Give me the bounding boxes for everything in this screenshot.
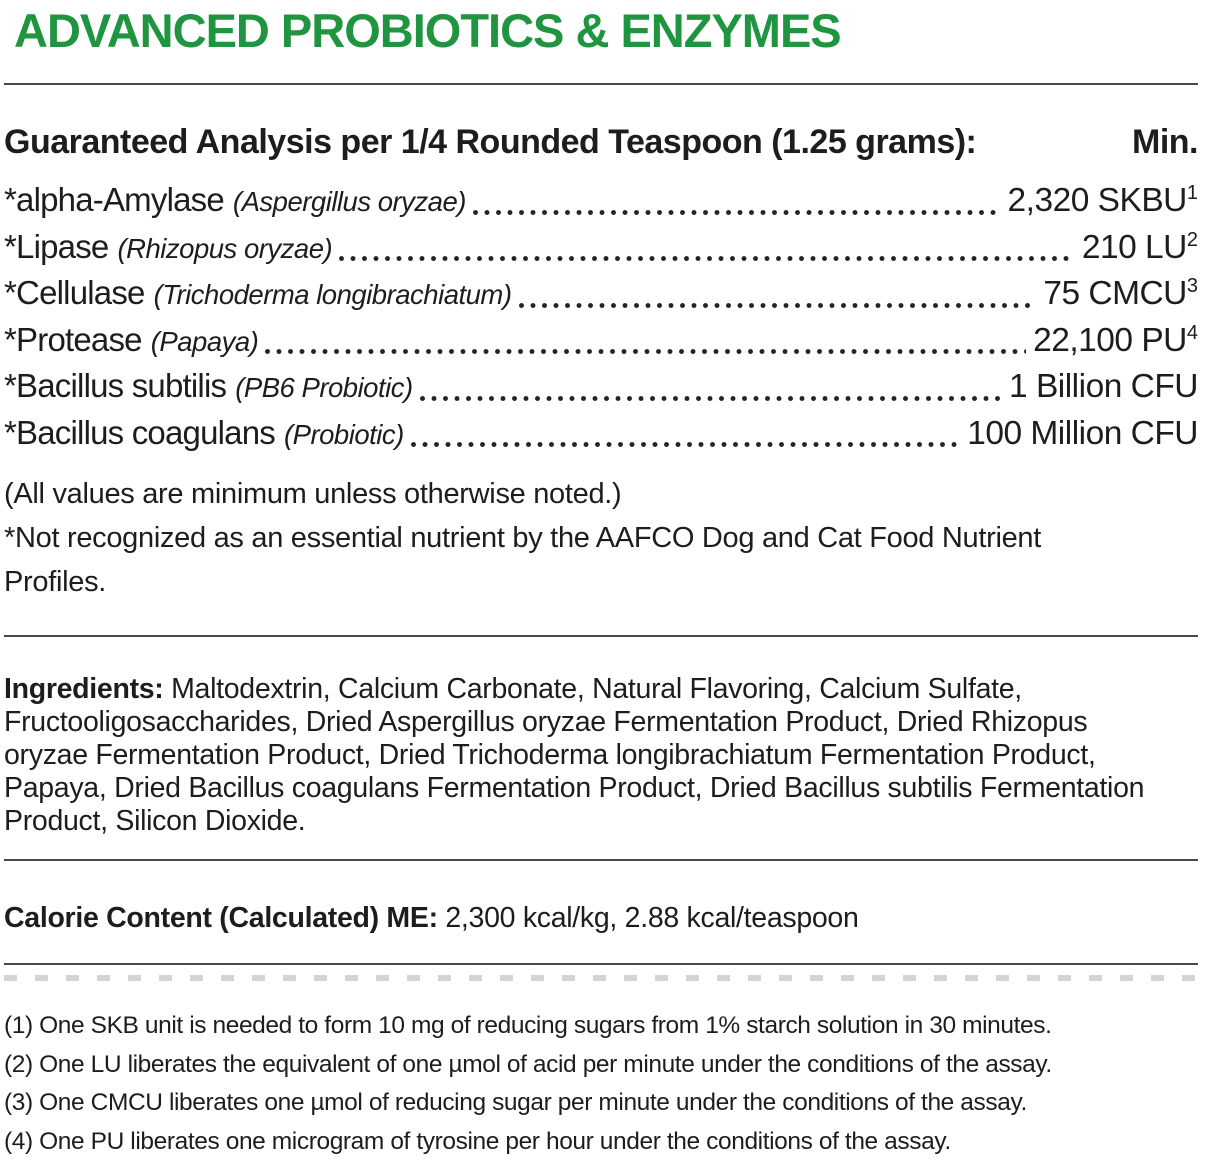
nutrient-value <box>1082 225 1198 276</box>
calorie-content-label: Calorie Content (Calculated) ME: <box>4 902 438 934</box>
nutrient-value <box>1008 178 1199 229</box>
guaranteed-analysis-heading-text: Guaranteed Analysis per 1/4 Rounded Teaspoon (1.25 grams): <box>4 123 976 162</box>
ingredients-paragraph <box>4 673 1174 838</box>
footnotes-section <box>4 1007 1198 1161</box>
nutrient-value-text: 75 CMCU <box>1043 275 1187 312</box>
table-row <box>4 177 1198 224</box>
guaranteed-analysis-heading <box>4 123 1198 162</box>
ingredients-text: Maltodextrin, Calcium Carbonate, Natural Flavoring, Calcium Sulfate, Fructooligosaccharides, Dried Aspergillus oryzae Fermentation Product, Dried Rhizopus oryzae Fermentation Product, Dried Trichoderma longibrachiatum Fermentation Product, Papaya, Dried Bacillus coagulans Fermentation Product, Dried Bacillus subtilis Fermentation Product, Silicon Dioxide. <box>4 673 1144 837</box>
nutrient-source: (Papaya) <box>151 319 259 366</box>
table-row <box>4 317 1198 364</box>
nutrient-value-text: 2,320 SKBU <box>1008 182 1187 219</box>
nutrient-source: (PB6 Probiotic) <box>235 365 412 412</box>
divider-ingredients <box>4 635 1198 637</box>
nutrient-value-text: 100 Million CFU <box>967 415 1198 452</box>
nutrient-name: *Bacillus coagulans <box>4 410 275 457</box>
divider-calorie <box>4 859 1198 861</box>
nutrient-name: *alpha-Amylase <box>4 177 224 224</box>
nutrient-value <box>1009 364 1198 411</box>
table-row <box>4 410 1198 457</box>
analysis-note-minimum: (All values are minimum unless otherwise noted.) <box>4 472 1198 516</box>
nutrient-name: *Protease <box>4 317 142 364</box>
footnote-pu: (4) One PU liberates one microgram of tyrosine per hour under the conditions of the assay. <box>4 1123 1198 1161</box>
dot-leader <box>519 303 1037 308</box>
nutrient-source: (Probiotic) <box>284 412 404 459</box>
value-superscript: 1 <box>1187 182 1198 204</box>
dashed-divider <box>4 975 1198 981</box>
analysis-notes <box>4 472 1198 604</box>
nutrient-name: *Bacillus subtilis <box>4 363 226 410</box>
divider-top <box>4 83 1198 85</box>
dot-leader <box>411 442 960 447</box>
nutrient-value <box>967 411 1198 458</box>
nutrient-source: (Trichoderma longibrachiatum) <box>154 272 512 319</box>
value-superscript: 2 <box>1187 229 1198 251</box>
nutrient-value-text: 1 Billion CFU <box>1009 368 1198 405</box>
table-row <box>4 363 1198 410</box>
product-title: ADVANCED PROBIOTICS & ENZYMES <box>14 8 1198 53</box>
table-row <box>4 224 1198 271</box>
divider-footnotes <box>4 963 1198 965</box>
calorie-content-value: 2,300 kcal/kg, 2.88 kcal/teaspoon <box>438 902 859 934</box>
analysis-note-aafco: *Not recognized as an essential nutrient by the AAFCO Dog and Cat Food Nutrient Profiles. <box>4 516 1044 604</box>
nutrient-name: *Lipase <box>4 224 109 271</box>
min-column-label: Min. <box>1132 123 1198 162</box>
dot-leader <box>339 256 1075 261</box>
nutrient-value-text: 22,100 PU <box>1033 322 1187 359</box>
ingredients-label: Ingredients: <box>4 673 164 705</box>
dot-leader <box>473 210 1001 215</box>
table-row <box>4 270 1198 317</box>
value-superscript: 3 <box>1187 275 1198 297</box>
nutrient-name: *Cellulase <box>4 270 145 317</box>
guaranteed-analysis-table <box>4 177 1198 456</box>
nutrient-source: (Aspergillus oryzae) <box>233 179 466 226</box>
nutrient-value <box>1043 271 1198 322</box>
value-superscript: 4 <box>1187 322 1198 344</box>
dot-leader <box>420 396 1002 401</box>
nutrient-source: (Rhizopus oryzae) <box>118 226 333 273</box>
nutrient-value <box>1033 318 1198 369</box>
nutrient-value-text: 210 LU <box>1082 229 1187 266</box>
footnote-skb: (1) One SKB unit is needed to form 10 mg of reducing sugars from 1% starch solution in 30 minutes. <box>4 1007 1198 1046</box>
dot-leader <box>265 349 1026 354</box>
footnote-lu: (2) One LU liberates the equivalent of one µmol of acid per minute under the conditions of the assay. <box>4 1046 1198 1085</box>
calorie-content-line <box>4 901 1198 935</box>
footnote-cmcu: (3) One CMCU liberates one µmol of reducing sugar per minute under the conditions of the assay. <box>4 1084 1198 1123</box>
